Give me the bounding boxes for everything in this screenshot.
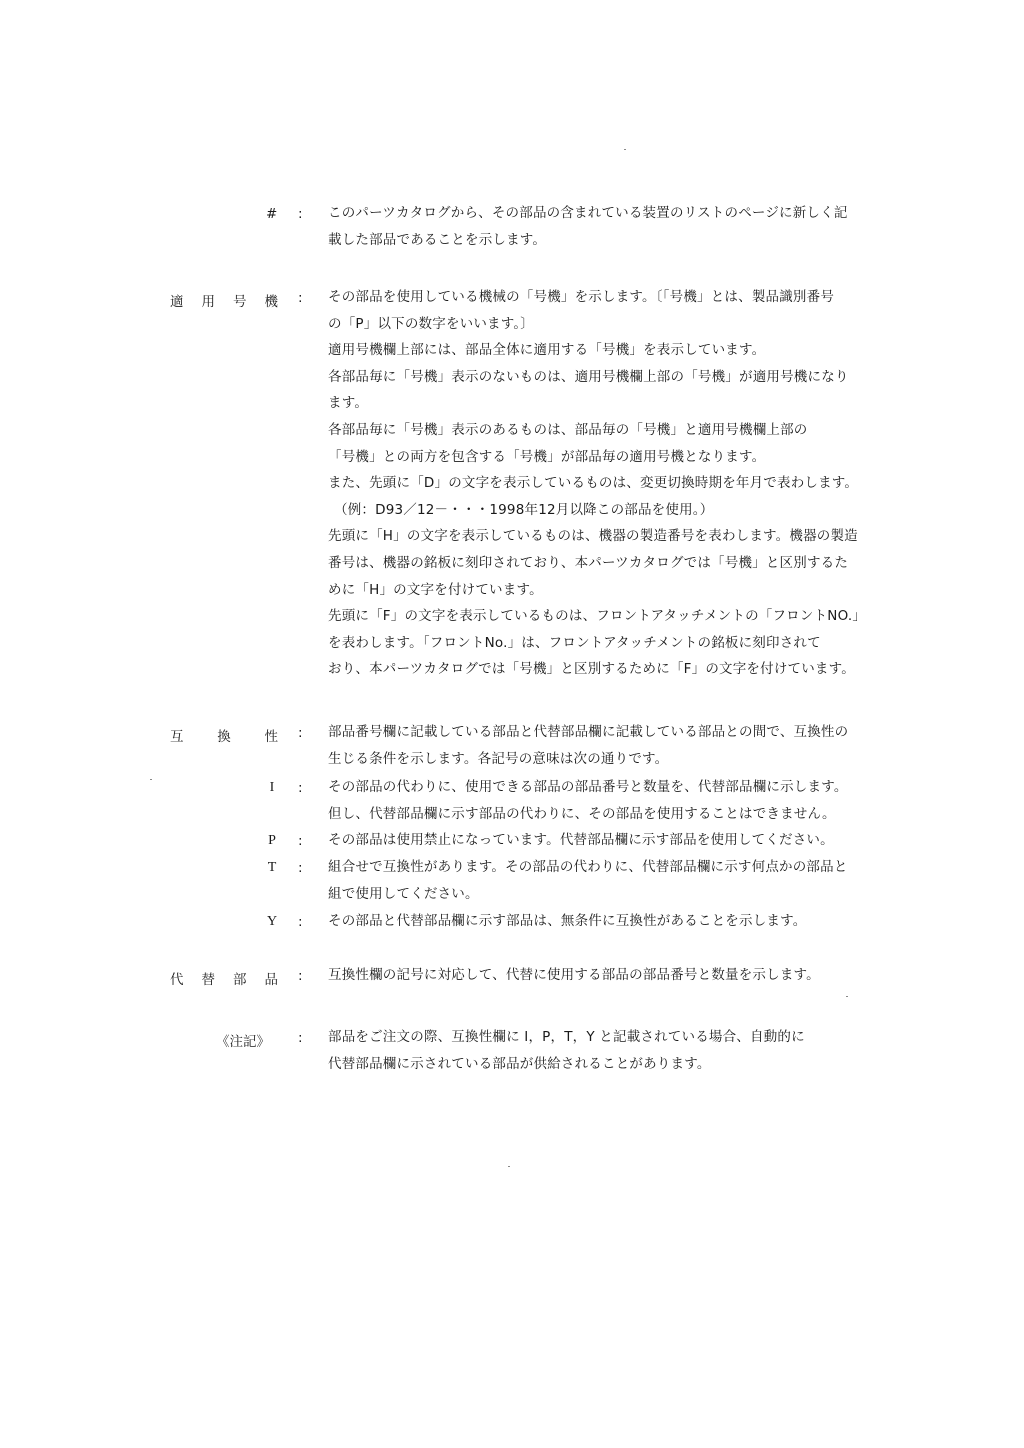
- term-char: 品: [264, 972, 278, 988]
- description-line: 先頭に「F」の文字を表示しているものは、フロントアタッチメントの「フロントNO.」: [328, 608, 867, 625]
- entry-colon: :: [298, 1030, 303, 1046]
- entry-colon: :: [298, 914, 303, 930]
- entry-description: [328, 962, 928, 989]
- note-label: 《注記》: [216, 1034, 270, 1050]
- term-char: 互: [170, 729, 184, 745]
- code-description: [328, 827, 928, 854]
- term-char: 部: [233, 972, 247, 988]
- hash-symbol: #: [266, 206, 278, 222]
- term-char: 換: [217, 729, 231, 745]
- code-description: [328, 908, 928, 935]
- description-line: 適用号機欄上部には、部品全体に適用する「号機」を表示しています。: [328, 342, 766, 359]
- scan-speck: [508, 1166, 510, 1167]
- term-interchangeability: [170, 725, 278, 745]
- description-line: おり、本パーツカタログでは「号機」と区別するために「F」の文字を付けています。: [328, 661, 855, 678]
- description-line: 組合せで互換性があります。その部品の代わりに、代替部品欄に示す何点かの部品と: [328, 859, 848, 875]
- description-line: 各部品毎に「号機」表示のないものは、適用号機欄上部の「号機」が適用号機になり: [328, 368, 849, 385]
- term-char: 号: [233, 294, 247, 310]
- term-char: 性: [264, 729, 278, 745]
- code-key: P: [268, 833, 276, 848]
- description-line: 各部品毎に「号機」表示のあるものは、部品毎の「号機」と適用号機欄上部の: [328, 421, 808, 438]
- code-description: [328, 854, 928, 907]
- description-line: 載した部品であることを示します。: [328, 231, 547, 248]
- description-line: 部品をご注文の際、互換性欄に I，P，T，Y と記載されている場合、自動的に: [328, 1029, 805, 1045]
- code-key: T: [267, 860, 277, 875]
- code-description: [328, 774, 928, 827]
- description-line: ます。: [328, 395, 369, 412]
- entry-colon: :: [298, 860, 303, 876]
- code-key: I: [269, 780, 275, 795]
- entry-colon: :: [298, 290, 303, 306]
- term-substitute-parts: [170, 968, 278, 988]
- description-line: 代替部品欄に示されている部品が供給されることがあります。: [328, 1055, 711, 1072]
- description-line: 先頭に「H」の文字を表示しているものは、機器の製造番号を表わします。機器の製造: [328, 528, 858, 545]
- scan-speck: [150, 779, 152, 780]
- scan-speck: [846, 996, 848, 997]
- description-line: 互換性欄の記号に対応して、代替に使用する部品の部品番号と数量を示します。: [328, 967, 820, 983]
- term-char: 代: [170, 972, 184, 988]
- description-line: 生じる条件を示します。各記号の意味は次の通りです。: [328, 750, 669, 767]
- entry-description: [328, 1024, 928, 1077]
- term-char: 替: [201, 972, 215, 988]
- term-applicable-number: [170, 290, 278, 310]
- scan-speck: [624, 149, 626, 150]
- entry-colon: :: [298, 206, 303, 222]
- description-line: その部品を使用している機械の「号機」を示します。〔「号機」とは、製品識別番号: [328, 289, 835, 305]
- description-line: 部品番号欄に記載している部品と代替部品欄に記載している部品との間で、互換性の: [328, 724, 849, 740]
- description-line: その部品の代わりに、使用できる部品の部品番号と数量を、代替部品欄に示します。: [328, 779, 848, 795]
- description-line: また、先頭に「D」の文字を表示しているものは、変更切換時期を年月で表わします。: [328, 475, 859, 492]
- term-char: 機: [264, 294, 278, 310]
- description-line: めに「H」の文字を付けています。: [328, 581, 543, 598]
- description-line: の「P」以下の数字をいいます。〕: [328, 315, 535, 332]
- entry-description: [328, 200, 928, 253]
- description-line: （例：D93／12－・・・1998年12月以降この部品を使用。）: [334, 501, 714, 518]
- description-line: 但し、代替部品欄に示す部品の代わりに、その部品を使用することはできません。: [328, 805, 836, 822]
- description-line: 「号機」との両方を包含する「号機」が部品毎の適用号機となります。: [328, 448, 766, 465]
- description-line: その部品は使用禁止になっています。代替部品欄に示す部品を使用してください。: [328, 832, 834, 848]
- entry-colon: :: [298, 968, 303, 984]
- entry-colon: :: [298, 780, 303, 796]
- description-line: その部品と代替部品欄に示す部品は、無条件に互換性があることを示します。: [328, 913, 807, 929]
- term-char: 用: [201, 294, 215, 310]
- entry-colon: :: [298, 833, 303, 849]
- description-line: 番号は、機器の銘板に刻印されており、本パーツカタログでは「号機」と区別するた: [328, 554, 849, 571]
- term-char: 適: [170, 294, 184, 310]
- entry-colon: :: [298, 725, 303, 741]
- description-line: 組で使用してください。: [328, 885, 479, 902]
- description-line: このパーツカタログから、その部品の含まれている装置のリストのページに新しく記: [328, 205, 848, 221]
- code-key: Y: [266, 914, 278, 929]
- description-line: を表わします。「フロントNo.」は、フロントアタッチメントの銘板に刻印されて: [328, 634, 821, 651]
- entry-description: [328, 719, 928, 772]
- entry-description: [328, 284, 928, 683]
